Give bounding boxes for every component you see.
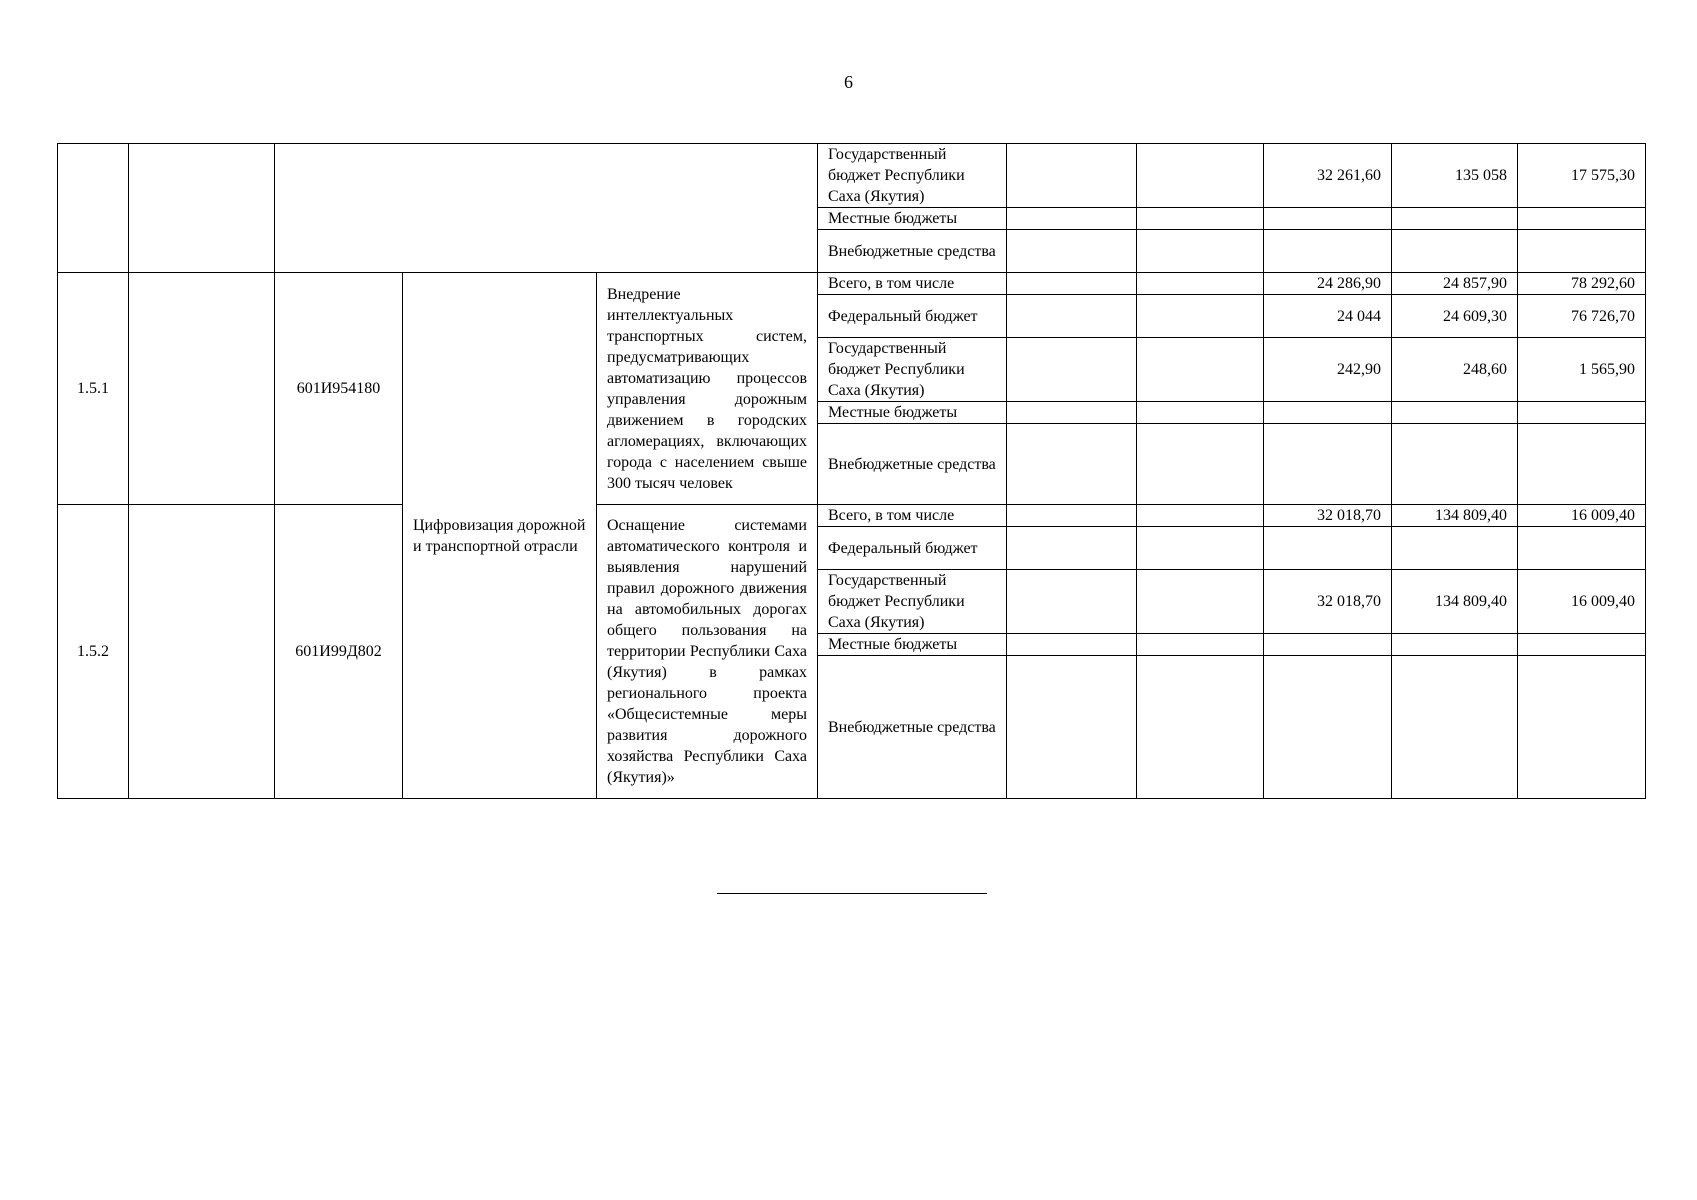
value-cell: 24 609,30 <box>1392 295 1518 338</box>
value-cell <box>1264 424 1392 505</box>
item-description: Оснащение системами автоматического контроля и выявления нарушений правил дорожного движения на автомобильных дорогах общего пользования на территории Республики Саха (Якутия) в рамках регионального проекта «Общесистемные меры развития дорожного хозяйства Республики Саха (Якутия)» <box>597 505 818 799</box>
funding-source: Всего, в том числе <box>818 505 1007 527</box>
value-cell <box>1518 527 1646 570</box>
cell-empty <box>1007 230 1137 273</box>
cell-empty <box>1137 634 1264 656</box>
value-cell <box>1264 230 1392 273</box>
value-cell: 24 286,90 <box>1264 273 1392 295</box>
cell-empty <box>1137 527 1264 570</box>
cell-empty <box>1007 656 1137 799</box>
cell-empty <box>1137 230 1264 273</box>
item-code: 601И954180 <box>275 273 403 505</box>
cell-empty <box>1007 505 1137 527</box>
value-cell: 24 857,90 <box>1392 273 1518 295</box>
value-cell <box>1518 230 1646 273</box>
funding-source: Внебюджетные средства <box>818 424 1007 505</box>
cell-empty <box>275 144 818 273</box>
item-code: 601И99Д802 <box>275 505 403 799</box>
value-cell <box>1392 402 1518 424</box>
value-cell <box>1392 424 1518 505</box>
cell-empty <box>1137 570 1264 634</box>
value-cell: 76 726,70 <box>1518 295 1646 338</box>
value-cell <box>1518 424 1646 505</box>
cell-empty <box>58 144 129 273</box>
cell-empty <box>1137 402 1264 424</box>
funding-source: Федеральный бюджет <box>818 527 1007 570</box>
funding-source: Всего, в том числе <box>818 273 1007 295</box>
value-cell: 78 292,60 <box>1518 273 1646 295</box>
funding-source: Внебюджетные средства <box>818 656 1007 799</box>
cell-empty <box>129 144 275 273</box>
value-cell: 32 018,70 <box>1264 505 1392 527</box>
value-cell: 242,90 <box>1264 338 1392 402</box>
value-cell <box>1392 656 1518 799</box>
cell-empty <box>1137 424 1264 505</box>
cell-empty <box>1007 402 1137 424</box>
cell-empty <box>129 505 275 799</box>
value-cell: 248,60 <box>1392 338 1518 402</box>
funding-source: Государственный бюджет Республики Саха (Якутия) <box>818 338 1007 402</box>
cell-empty <box>1137 656 1264 799</box>
funding-source: Внебюджетные средства <box>818 230 1007 273</box>
cell-empty <box>1007 424 1137 505</box>
funding-source: Местные бюджеты <box>818 634 1007 656</box>
page-number: 6 <box>844 72 853 92</box>
value-cell: 32 018,70 <box>1264 570 1392 634</box>
cell-empty <box>1137 208 1264 230</box>
cell-empty <box>1137 338 1264 402</box>
value-cell <box>1264 527 1392 570</box>
end-divider-line <box>717 893 987 894</box>
value-cell <box>1392 634 1518 656</box>
item-number: 1.5.1 <box>58 273 129 505</box>
cell-empty <box>1137 144 1264 208</box>
value-cell <box>1264 208 1392 230</box>
funding-source: Государственный бюджет Республики Саха (Якутия) <box>818 144 1007 208</box>
cell-empty <box>1007 570 1137 634</box>
direction-cell: Цифровизация дорожной и транспортной отрасли <box>403 273 597 799</box>
value-cell <box>1518 402 1646 424</box>
value-cell: 135 058 <box>1392 144 1518 208</box>
cell-empty <box>1007 295 1137 338</box>
cell-empty <box>1137 295 1264 338</box>
cell-empty <box>1007 144 1137 208</box>
value-cell: 1 565,90 <box>1518 338 1646 402</box>
value-cell: 24 044 <box>1264 295 1392 338</box>
cell-empty <box>1137 273 1264 295</box>
item-number: 1.5.2 <box>58 505 129 799</box>
value-cell <box>1392 208 1518 230</box>
cell-empty <box>1137 505 1264 527</box>
value-cell <box>1518 208 1646 230</box>
cell-empty <box>1007 208 1137 230</box>
value-cell <box>1264 402 1392 424</box>
funding-source: Местные бюджеты <box>818 402 1007 424</box>
table-row <box>58 505 1646 527</box>
value-cell <box>1518 634 1646 656</box>
value-cell: 32 261,60 <box>1264 144 1392 208</box>
cell-empty <box>1007 338 1137 402</box>
value-cell <box>1264 634 1392 656</box>
cell-empty <box>129 273 275 505</box>
funding-source: Федеральный бюджет <box>818 295 1007 338</box>
value-cell: 17 575,30 <box>1518 144 1646 208</box>
value-cell: 16 009,40 <box>1518 570 1646 634</box>
value-cell <box>1392 230 1518 273</box>
table-row <box>58 273 1646 295</box>
value-cell <box>1264 656 1392 799</box>
value-cell <box>1392 527 1518 570</box>
funding-source: Местные бюджеты <box>818 208 1007 230</box>
cell-empty <box>1007 527 1137 570</box>
cell-empty <box>1007 634 1137 656</box>
cell-empty <box>1007 273 1137 295</box>
value-cell: 16 009,40 <box>1518 505 1646 527</box>
value-cell: 134 809,40 <box>1392 570 1518 634</box>
value-cell: 134 809,40 <box>1392 505 1518 527</box>
item-description: Внедрение интеллектуальных транспортных систем, предусматривающих автоматизацию процессов управления дорожным движением в городских агломерациях, включающих города с населением свыше 300 тысяч человек <box>597 273 818 505</box>
funding-source: Государственный бюджет Республики Саха (Якутия) <box>818 570 1007 634</box>
budget-table <box>57 143 1646 799</box>
value-cell <box>1518 656 1646 799</box>
table-row <box>58 144 1646 208</box>
